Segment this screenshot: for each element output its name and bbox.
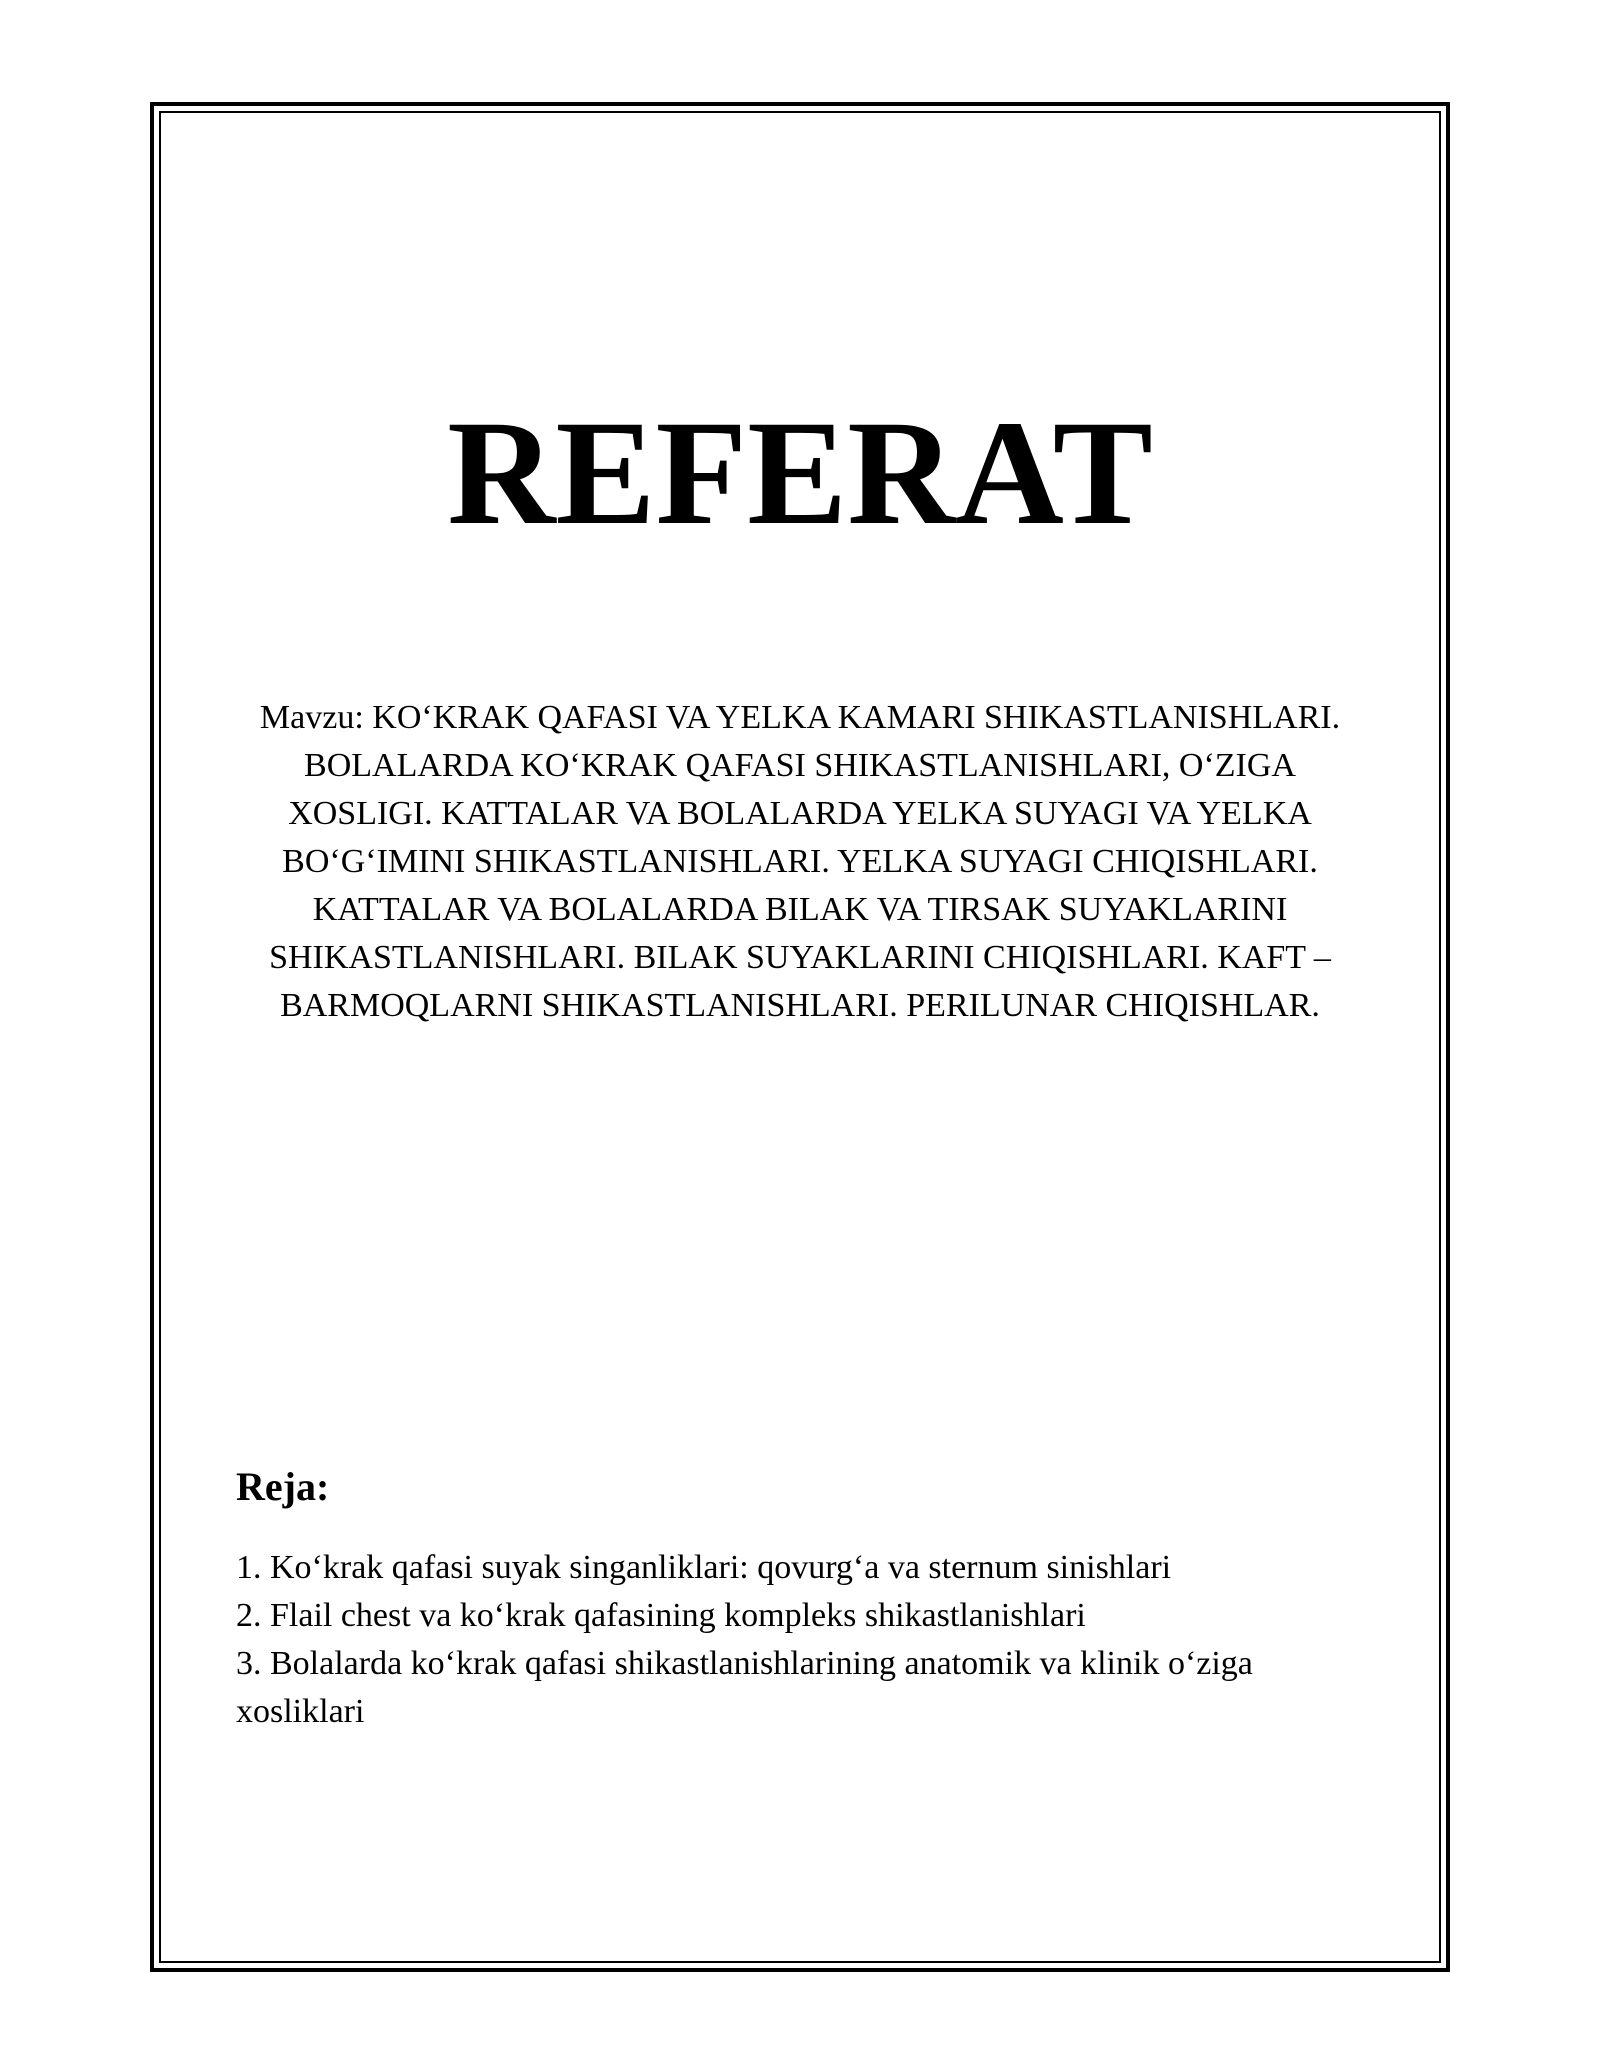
plan-item: 1. Koʻkrak qafasi suyak singanliklari: qovurgʻa va sternum sinishlari (236, 1549, 1172, 1586)
subject-text: Mavzu: KOʻKRAK QAFASI VA YELKA KAMARI SHIKASTLANISHLARI. BOLALARDA KOʻKRAK QAFASI SHIKASTLANISHLARI, OʻZIGA XOSLIGI. KATTALAR VA BOLALARDA YELKA SUYAGI VA YELKA BOʻGʻIMINI SHIKASTLANISHLARI. YELKA SUYAGI CHIQISHLARI. KATTALAR VA BOLALARDA BILAK VA TIRSAK SUYAKLARINI SHIKASTLANISHLARI. BILAK SUYAKLARINI CHIQISHLARI. KAFT – BARMOQLARNI SHIKASTLANISHLARI. PERILUNAR CHIQISHLAR. (259, 699, 1341, 1024)
plan-heading: Reja: (236, 1464, 330, 1509)
plan-item: 2. Flail chest va koʻkrak qafasining kompleks shikastlanishlari (236, 1597, 1086, 1634)
plan-list (236, 1544, 1356, 1736)
document-title: REFERAT (447, 390, 1153, 556)
plan-item: 3. Bolalarda koʻkrak qafasi shikastlanishlarining anatomik va klinik oʻziga xosliklari (236, 1645, 1253, 1730)
